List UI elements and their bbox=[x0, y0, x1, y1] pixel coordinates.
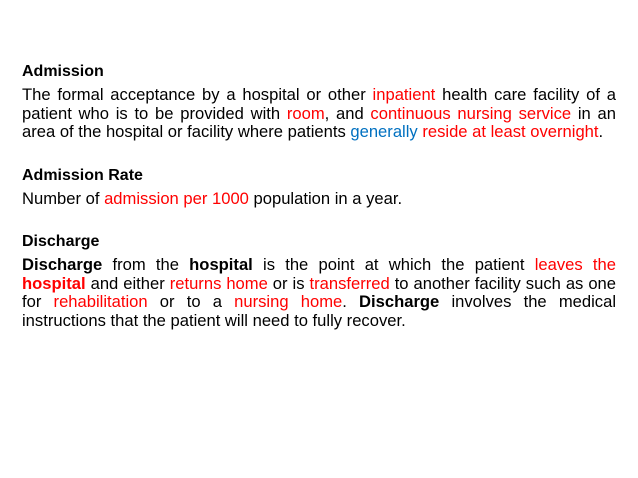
term-room: room bbox=[286, 103, 325, 123]
term-reside-overnight: reside at least overnight bbox=[422, 122, 599, 141]
admission-text-3: , and bbox=[324, 103, 371, 123]
term-rehabilitation: rehabilitation bbox=[53, 292, 148, 311]
discharge-text-6: or to a bbox=[147, 292, 235, 311]
term-admission-per-1000: admission per 1000 bbox=[104, 188, 249, 208]
admission-heading: Admission bbox=[22, 63, 104, 80]
term-generally: generally bbox=[350, 122, 418, 141]
term-returns-home: returns home bbox=[169, 273, 268, 293]
term-continuous-nursing: continuous nursing service bbox=[370, 103, 572, 123]
term-transferred: transferred bbox=[309, 273, 390, 293]
admission-text-2: health care facility of a patient who is to be provided with bbox=[22, 85, 616, 123]
slide-content bbox=[22, 62, 616, 354]
admission-rate-definition bbox=[22, 190, 616, 209]
discharge-heading: Discharge bbox=[22, 233, 100, 250]
term-leaves-hospital: hospital bbox=[22, 273, 86, 293]
term-discharge-bold-2: Discharge bbox=[359, 292, 440, 311]
admission-text-1: The formal acceptance by a hospital or other bbox=[22, 85, 373, 104]
term-inpatient: inpatient bbox=[372, 85, 436, 104]
discharge-text-8: involves the medical instructions that the patient will need to fully recover. bbox=[22, 292, 617, 330]
admission-text-6: . bbox=[598, 122, 604, 141]
admission-rate-text-1: Number of bbox=[22, 188, 105, 208]
term-leaves-the: leaves the bbox=[534, 255, 616, 274]
admission-rate-text-2: population in a year. bbox=[248, 188, 403, 208]
term-hospital-bold: hospital bbox=[189, 255, 253, 274]
discharge-text-5: to another facility such as one for bbox=[22, 273, 616, 311]
discharge-definition bbox=[22, 256, 616, 330]
admission-section bbox=[22, 62, 616, 142]
discharge-text-4: or is bbox=[267, 273, 310, 293]
discharge-text-2: is the point at which the patient bbox=[252, 255, 535, 274]
term-discharge-bold-1: Discharge bbox=[22, 255, 103, 274]
discharge-text-7: . bbox=[342, 292, 360, 311]
discharge-text-3: and either bbox=[85, 273, 170, 293]
admission-rate-heading: Admission Rate bbox=[22, 166, 143, 184]
admission-text-4: in an area of the hospital or facility where patients bbox=[22, 103, 616, 141]
term-nursing-home: nursing home bbox=[234, 292, 343, 311]
admission-rate-section bbox=[22, 166, 616, 209]
admission-definition bbox=[22, 86, 616, 142]
discharge-text-1: from the bbox=[102, 255, 190, 274]
discharge-section bbox=[22, 232, 616, 330]
